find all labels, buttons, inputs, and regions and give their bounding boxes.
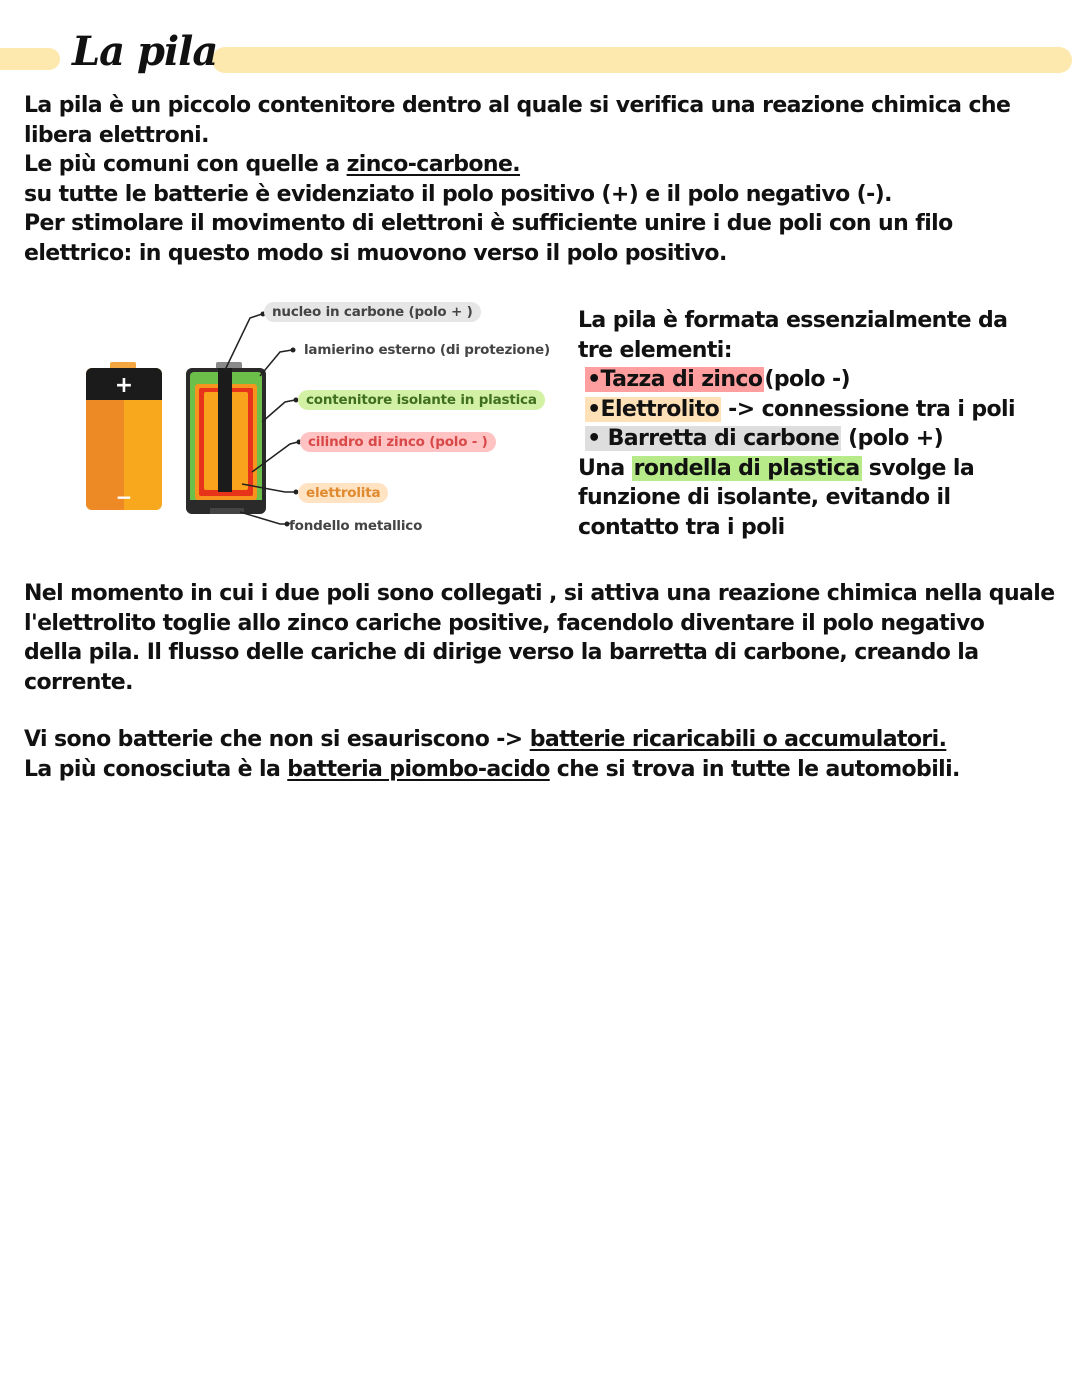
elements-text: svolge la [861,455,975,481]
reaction-line: della pila. Il flusso delle cariche di dirige verso la barretta di carbone, creando la [24,640,979,665]
elements-line: La pila è formata essenzialmente da [578,308,1008,333]
carbon-highlight: • Barretta di carbone [587,426,840,451]
rechargeable-paragraph [24,725,1064,784]
battery-diagram [80,296,560,546]
rechargeable-text: La più conosciuta è la [24,756,288,782]
intro-line [24,150,1064,180]
zinc-highlight: •Tazza di zinco [587,367,763,392]
label-electrolyte: elettrolita [298,483,388,503]
label-plastic-container: contenitore isolante in plastica [298,390,545,410]
lead-acid-underline: batteria piombo-acido [287,756,550,782]
title-highlight-left [0,48,60,70]
elements-paragraph [578,306,1058,542]
elements-line: contatto tra i poli [578,514,785,540]
reaction-line: corrente. [24,669,133,695]
zinc-carbon-underline: zinco-carbone. [346,152,521,177]
intro-line: su tutte le batterie è evidenziato il polo positivo (+) e il polo negativo (-). [24,181,892,207]
battery-cross-section [186,362,266,514]
electrolyte-desc: -> connessione tra i poli [721,396,1015,422]
intro-line: elettrico: in questo modo si muovono verso il polo positivo. [24,240,727,266]
list-item-electrolyte [578,395,1058,425]
reaction-paragraph [24,579,1064,697]
list-item-zinc [578,365,1058,395]
label-carbon-core: nucleo in carbone (polo + ) [264,302,481,322]
reaction-line: Nel momento in cui i due poli sono collegati , si attiva una reazione chimica nella quale [24,581,1055,606]
page-title: La pila [72,28,218,75]
zinc-pole: (polo -) [764,367,850,392]
reaction-line: l'elettrolito toglie allo zinco cariche positive, facendolo diventare il polo negativo [24,610,985,636]
rechargeable-underline: batterie ricaricabili o accumulatori. [529,727,947,752]
title-highlight-right [212,47,1072,73]
intro-line: La pila è un piccolo contenitore dentro al quale si verifica una reazione chimica che [24,93,1011,118]
rechargeable-text: che si trova in tutte le automobili. [549,756,960,782]
rechargeable-line [24,755,1064,785]
elements-line: funzione di isolante, evitando il [578,485,951,510]
leader-dots [261,312,302,527]
label-zinc-cylinder: cilindro di zinco (polo - ) [300,432,496,452]
rechargeable-text: Vi sono batterie che non si esauriscono -> [24,727,530,752]
minus-sign: − [115,485,133,509]
intro-text: Le più comuni con quelle a [24,152,347,177]
elements-line [578,454,1058,484]
intro-paragraph [24,91,1064,268]
electrolyte-highlight: •Elettrolito [587,396,720,422]
intro-line: libera elettroni. [24,122,209,148]
elements-text: Una [578,455,632,481]
rechargeable-line [24,725,1064,755]
plastic-washer-highlight: rondella di plastica [633,455,860,481]
label-outer-sheet: lamierino esterno (di protezione) [304,342,550,358]
list-item-carbon [578,424,1058,454]
plus-sign: + [114,373,134,398]
battery-illustration [80,296,560,546]
elements-line: tre elementi: [578,337,732,363]
label-metal-base: fondello metallico [289,518,423,534]
intro-line: Per stimolare il movimento di elettroni è sufficiente unire i due poli con un filo [24,211,953,236]
carbon-pole: (polo +) [841,426,944,451]
